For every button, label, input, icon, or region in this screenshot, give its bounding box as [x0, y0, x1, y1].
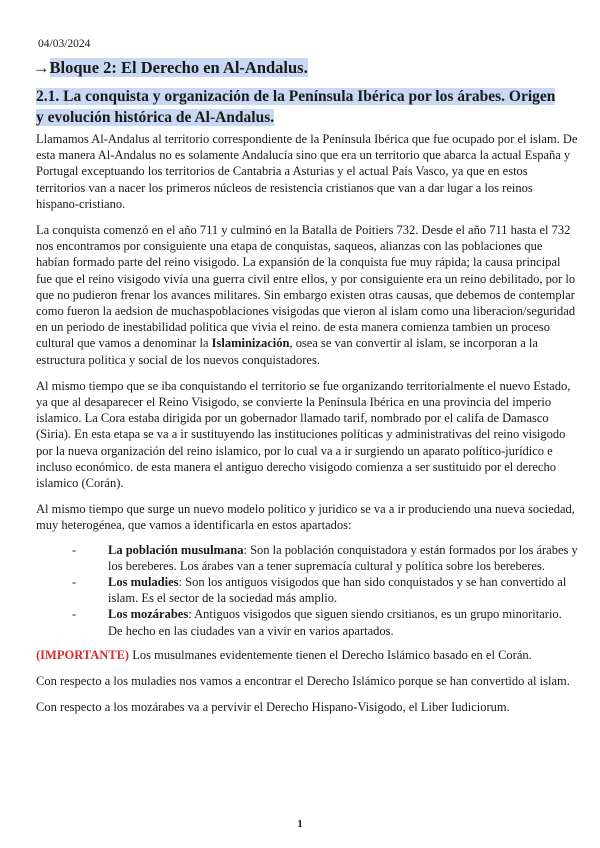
- important-open: (: [36, 647, 41, 662]
- arrow-icon: →: [33, 58, 50, 77]
- paragraph-society: Al mismo tiempo que surge un nuevo modelo politico y juridico se va a ir produciendo una nueva sociedad, muy heterogénea, que vamos a identificarla en estos apartados:: [36, 502, 575, 533]
- list-item-term: La población musulmana: [108, 542, 244, 557]
- list-item-text: : Antiguos visigodos que siguen siendo crsitianos, es un grupo minoritario. De hecho en las ciudades van a vivir en varios apartados.: [108, 607, 562, 638]
- list-item-term: Los mozárabes: [108, 607, 189, 622]
- paragraph-conquest-text-end: , osea se van convertir al islam, se incorporan a la estructura politica y social de los nuevos conquistadores.: [36, 336, 538, 367]
- paragraph-intro: Llamamos Al-Andalus al territorio correspondiente de la Península Ibérica que fue ocupado por el islam. De esta manera Al-Andalus no es solamente Andalucía sino que era un territorio que abarca la actual España y Portugal exceptuando los territorios de Cantabria a Asturias y el actual País Vasco, ya que en estos territorios van a nacer los primeros núcleos de resistencia cristianos que van a dar lugar a los reinos hispano-cristiano.: [36, 132, 578, 211]
- section-heading: [36, 86, 566, 128]
- list-item: [72, 542, 578, 574]
- list-item-term: Los muladies: [108, 575, 179, 590]
- paragraph-muladies: Con respecto a los muladies nos vamos a encontrar el Derecho Islámico porque se han convertido al islam.: [36, 674, 570, 689]
- paragraph-important: [36, 647, 578, 663]
- document-body: [36, 131, 578, 726]
- page-number: 1: [297, 818, 303, 830]
- important-label: IMPORTANTE: [40, 647, 125, 662]
- paragraph-conquest-text: La conquista comenzó en el año 711 y culminó en la Batalla de Poitiers 732. Desde el año 711 hasta el 732 nos encontramos por consiguiente una etapa de conquistas, saqueos, alianzas con las poblaciones que habían formado parte del reino visigodo. La expansión de la conquista fue muy rápida; la causa principal fue que el reino visigodo vivía una guerra civil entre ellos, y por consiguiente era un reino debilitado, por lo que no pudieron frenar los avances militares. Sin embargo existen otras causas, que debemos de contemplar como fueron la aedsion de muchaspoblaciones visigodas que vieron al islam como una liberacion/seguridad en un periodo de inestabilidad politica que vivia el reino. de esta manera comienza tambien un proceso cultural que vamos a denominar la: [36, 223, 576, 351]
- block-heading-text: Bloque 2: El Derecho en Al-Andalus.: [49, 58, 308, 77]
- list-item-text: : Son los antiguos visigodos que han sido conquistados y se han convertido al islam. Es el sector de la sociedad más amplio.: [108, 575, 567, 606]
- list-item-text: : Son la población conquistadora y están formados por los árabes y los bereberes. Los árabes van a tener supremacía cultural y política sobre los bereberes.: [108, 542, 578, 573]
- society-list: [36, 542, 578, 639]
- paragraph-important-text: Los musulmanes evidentemente tienen el Derecho Islámico basado en el Corán.: [129, 647, 532, 662]
- date-label: 04/03/2024: [38, 38, 91, 50]
- list-item: [72, 606, 578, 638]
- important-close: ): [124, 647, 130, 662]
- paragraph-organization: Al mismo tiempo que se iba conquistando el territorio se fue organizando territorialmente el nuevo Estado, ya que al desaparecer el Reino Visigodo, se convierte la Península Ibérica en una provincia del imperio islamico. La Cora estaba dirigida por un gobernador llamado tarif, nombrado por el califa de Damasco (Siria). En esta etapa se va a ir sustituyendo las instituciones políticas y administrativas del reino visigodo por la nueva organización del reino islamico, por lo cual va a ir surgiendo un aparato político-jurídico e incluso económico. de esta manera el antiguo derecho visigodo comienza a ser sustituido por el derecho islamico (Corán).: [36, 378, 571, 491]
- list-item: [72, 574, 578, 606]
- islaminizacion-term: Islaminización: [211, 336, 290, 351]
- paragraph-conquest: [36, 222, 578, 368]
- paragraph-mozarabes: Con respecto a los mozárabes va a pervivir el Derecho Hispano-Visigodo, el Liber Iudiciorum.: [36, 700, 510, 715]
- section-heading-text: 2.1. La conquista y organización de la Península Ibérica por los árabes. Origen y evolución histórica de Al-Andalus.: [36, 88, 556, 126]
- block-heading: [33, 57, 308, 78]
